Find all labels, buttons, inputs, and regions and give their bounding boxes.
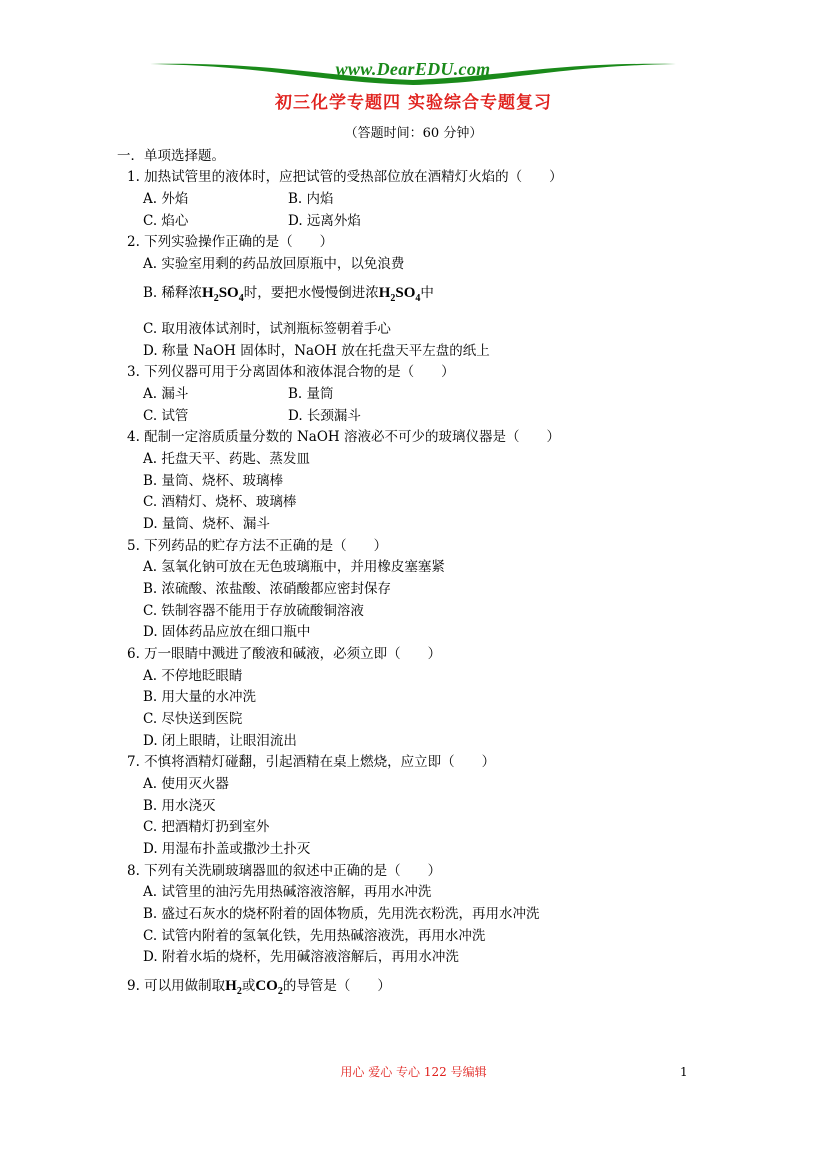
formula-h2so4 bbox=[378, 285, 421, 304]
q5-option-a: A. 氢氧化钠可放在无色玻璃瓶中，并用橡皮塞塞紧 bbox=[143, 559, 445, 575]
q2-option-c: C. 取用液体试剂时，试剂瓶标签朝着手心 bbox=[143, 321, 391, 337]
q4-option-c: C. 酒精灯、烧杯、玻璃棒 bbox=[143, 494, 297, 510]
q3-option-a: A. 漏斗 bbox=[143, 386, 189, 402]
question-5: 5. 下列药品的贮存方法不正确的是（ ） bbox=[127, 538, 388, 554]
formula-h2so4 bbox=[202, 285, 244, 304]
q7-option-d: D. 用湿布扑盖或撒沙土扑灭 bbox=[143, 841, 311, 857]
formula-co2 bbox=[255, 978, 283, 997]
q8-option-a: A. 试管里的油污先用热碱溶液溶解，再用水冲洗 bbox=[143, 884, 432, 900]
q1-option-d: D. 远离外焰 bbox=[288, 213, 361, 229]
q2-option-d: D. 称量 NaOH 固体时，NaOH 放在托盘天平左盘的纸上 bbox=[143, 343, 490, 359]
q2-option-b bbox=[143, 281, 434, 304]
q6-option-a: A. 不停地眨眼睛 bbox=[143, 668, 243, 684]
q6-option-c: C. 尽快送到医院 bbox=[143, 711, 243, 727]
formula-h2 bbox=[225, 978, 242, 997]
page-title: 初三化学专题四 实验综合专题复习 bbox=[275, 93, 552, 113]
q2-option-b-middle: 时，要把水慢慢倒进浓 bbox=[243, 285, 379, 301]
formula-symbol: CO bbox=[255, 978, 278, 994]
question-1: 1. 加热试管里的液体时，应把试管的受热部位放在酒精灯火焰的（ ） bbox=[127, 169, 563, 185]
question-4: 4. 配制一定溶质质量分数的 NaOH 溶液必不可少的玻璃仪器是（ ） bbox=[127, 429, 560, 445]
q5-option-d: D. 固体药品应放在细口瓶中 bbox=[143, 624, 311, 640]
footer-text: 用心 爱心 专心 122 号编辑 bbox=[340, 1065, 487, 1079]
q4-option-d: D. 量筒、烧杯、漏斗 bbox=[143, 516, 270, 532]
answer-time: （答题时间：60 分钟） bbox=[344, 126, 483, 141]
q5-option-c: C. 铁制容器不能用于存放硫酸铜溶液 bbox=[143, 603, 364, 619]
q6-option-b: B. 用大量的水冲洗 bbox=[143, 689, 257, 705]
question-9 bbox=[127, 974, 391, 997]
formula-symbol: SO bbox=[218, 285, 239, 301]
formula-subscript: 2 bbox=[236, 986, 242, 997]
question-8: 8. 下列有关洗刷玻璃器皿的叙述中正确的是（ ） bbox=[127, 863, 442, 879]
formula-subscript: 2 bbox=[390, 293, 396, 304]
question-2: 2. 下列实验操作正确的是（ ） bbox=[127, 234, 334, 250]
question-3: 3. 下列仪器可用于分离固体和液体混合物的是（ ） bbox=[127, 364, 455, 380]
q2-option-a: A. 实验室用剩的药品放回原瓶中，以免浪费 bbox=[143, 256, 405, 272]
question-6: 6. 万一眼睛中溅进了酸液和碱液，必须立即（ ） bbox=[127, 646, 442, 662]
q2-option-b-prefix: B. 稀释浓 bbox=[143, 285, 203, 301]
q9-middle: 或 bbox=[241, 978, 256, 994]
q1-option-a: A. 外焰 bbox=[143, 191, 189, 207]
q1-option-b: B. 内焰 bbox=[288, 191, 334, 207]
q9-prefix: 9. 可以用做制取 bbox=[127, 978, 226, 994]
q1-option-c: C. 焰心 bbox=[143, 213, 189, 229]
q3-option-c: C. 试管 bbox=[143, 408, 189, 424]
q7-option-b: B. 用水浇灭 bbox=[143, 798, 216, 814]
header-logo bbox=[148, 56, 678, 86]
section-heading: 一．单项选择题。 bbox=[117, 148, 225, 164]
formula-subscript: 4 bbox=[238, 293, 244, 304]
q4-option-b: B. 量筒、烧杯、玻璃棒 bbox=[143, 473, 284, 489]
q5-option-b: B. 浓硫酸、浓盐酸、浓硝酸都应密封保存 bbox=[143, 581, 392, 597]
formula-subscript: 2 bbox=[213, 293, 219, 304]
formula-subscript: 2 bbox=[277, 986, 283, 997]
formula-symbol: H bbox=[225, 978, 237, 994]
q7-option-a: A. 使用灭火器 bbox=[143, 776, 229, 792]
q8-option-d: D. 附着水垢的烧杯，先用碱溶液溶解后，再用水冲洗 bbox=[143, 949, 459, 965]
page-number: 1 bbox=[680, 1065, 688, 1079]
formula-symbol: H bbox=[202, 285, 214, 301]
formula-symbol: SO bbox=[395, 285, 416, 301]
q4-option-a: A. 托盘天平、药匙、蒸发皿 bbox=[143, 451, 310, 467]
formula-symbol: H bbox=[378, 285, 391, 301]
site-name: www.DearEDU.com bbox=[335, 59, 491, 79]
q9-suffix: 的导管是（ ） bbox=[282, 978, 391, 994]
q3-option-d: D. 长颈漏斗 bbox=[288, 408, 361, 424]
q8-option-c: C. 试管内附着的氢氧化铁，先用热碱溶液洗，再用水冲洗 bbox=[143, 928, 486, 944]
q3-option-b: B. 量筒 bbox=[288, 386, 334, 402]
question-7: 7. 不慎将酒精灯碰翻，引起酒精在桌上燃烧，应立即（ ） bbox=[127, 754, 496, 770]
q6-option-d: D. 闭上眼睛，让眼泪流出 bbox=[143, 733, 297, 749]
q7-option-c: C. 把酒精灯扔到室外 bbox=[143, 819, 270, 835]
formula-subscript: 4 bbox=[415, 293, 421, 304]
q2-option-b-suffix: 中 bbox=[420, 285, 434, 301]
q8-option-b: B. 盛过石灰水的烧杯附着的固体物质，先用洗衣粉洗，再用水冲洗 bbox=[143, 906, 540, 922]
